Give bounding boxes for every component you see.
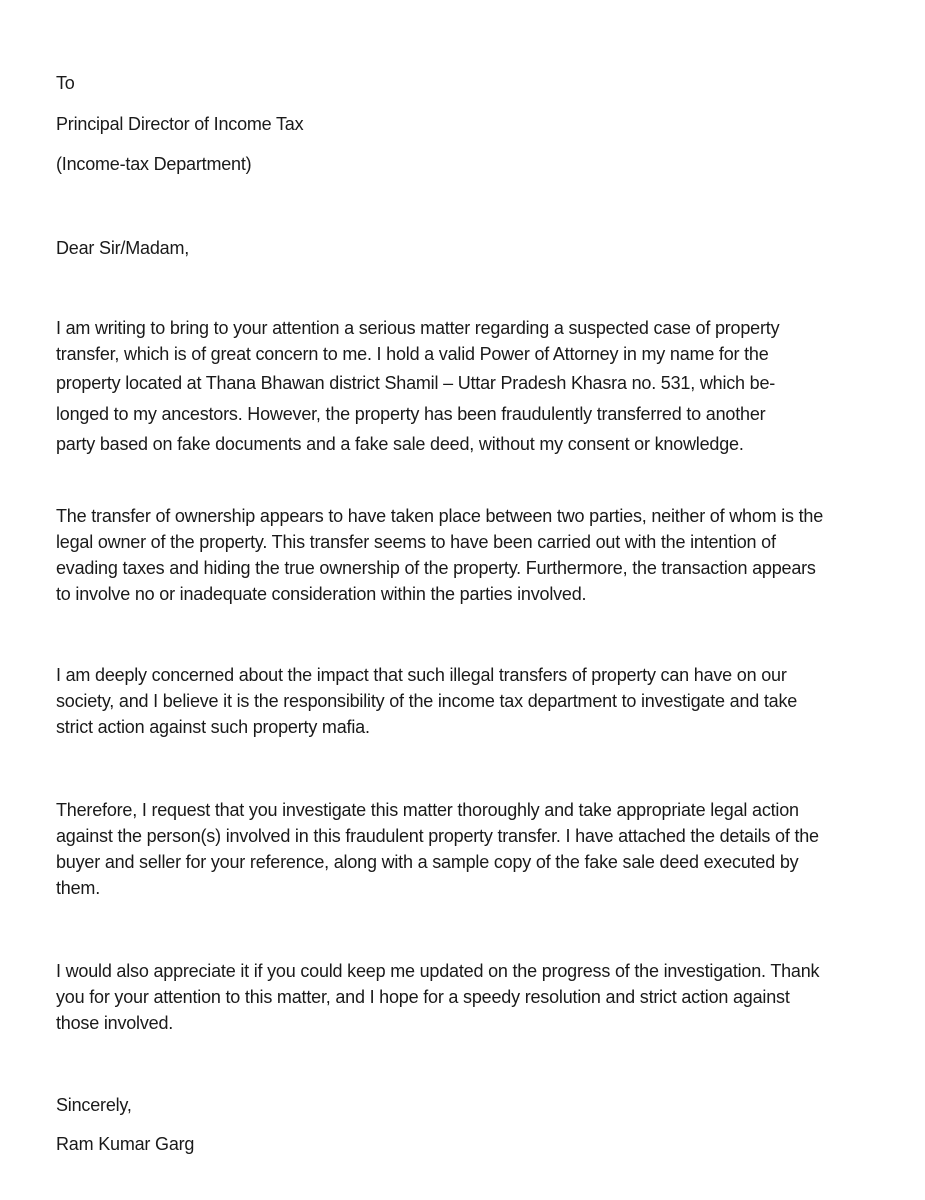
closing: Sincerely, bbox=[56, 1095, 132, 1115]
paragraph-line: party based on fake documents and a fake sale deed, without my consent or knowledge. bbox=[56, 434, 744, 454]
paragraph-line: strict action against such property mafia. bbox=[56, 717, 370, 737]
paragraph-closing-request bbox=[56, 958, 876, 1036]
paragraph-line: against the person(s) involved in this fraudulent property transfer. I have attached the details of the bbox=[56, 826, 819, 846]
paragraph-intro bbox=[56, 315, 876, 457]
paragraph-line: buyer and seller for your reference, along with a sample copy of the fake sale deed executed by bbox=[56, 852, 799, 872]
paragraph-line: evading taxes and hiding the true ownership of the property. Furthermore, the transaction appears bbox=[56, 558, 816, 578]
recipient-title: Principal Director of Income Tax bbox=[56, 114, 304, 134]
paragraph-line: The transfer of ownership appears to have taken place between two parties, neither of whom is the bbox=[56, 506, 824, 526]
signatory-name: Ram Kumar Garg bbox=[56, 1134, 195, 1154]
paragraph-line: I am deeply concerned about the impact that such illegal transfers of property can have on our bbox=[56, 665, 787, 685]
paragraph-line: society, and I believe it is the responsibility of the income tax department to investigate and take bbox=[56, 691, 798, 711]
paragraph-line: those involved. bbox=[56, 1013, 174, 1033]
paragraph-line: Therefore, I request that you investigate this matter thoroughly and take appropriate legal action bbox=[56, 800, 799, 820]
to-line: To bbox=[56, 73, 75, 93]
paragraph-line: I would also appreciate it if you could keep me updated on the progress of the investigation. Thank bbox=[56, 961, 820, 981]
recipient-department: (Income-tax Department) bbox=[56, 154, 252, 174]
paragraph-line: you for your attention to this matter, and I hope for a speedy resolution and strict action against bbox=[56, 987, 790, 1007]
paragraph-line: longed to my ancestors. However, the property has been fraudulently transferred to another bbox=[56, 404, 766, 424]
paragraph-line: I am writing to bring to your attention a serious matter regarding a suspected case of property bbox=[56, 318, 780, 338]
paragraph-line: legal owner of the property. This transfer seems to have been carried out with the intention of bbox=[56, 532, 776, 552]
paragraph-line: property located at Thana Bhawan district Shamil – Uttar Pradesh Khasra no. 531, which be- bbox=[56, 373, 776, 393]
salutation: Dear Sir/Madam, bbox=[56, 238, 190, 258]
paragraph-request bbox=[56, 797, 876, 901]
paragraph-line: transfer, which is of great concern to me. I hold a valid Power of Attorney in my name for the bbox=[56, 344, 769, 364]
paragraph-concern bbox=[56, 662, 876, 740]
paragraph-line: to involve no or inadequate consideration within the parties involved. bbox=[56, 584, 587, 604]
paragraph-line: them. bbox=[56, 878, 101, 898]
paragraph-transfer-details bbox=[56, 503, 876, 607]
